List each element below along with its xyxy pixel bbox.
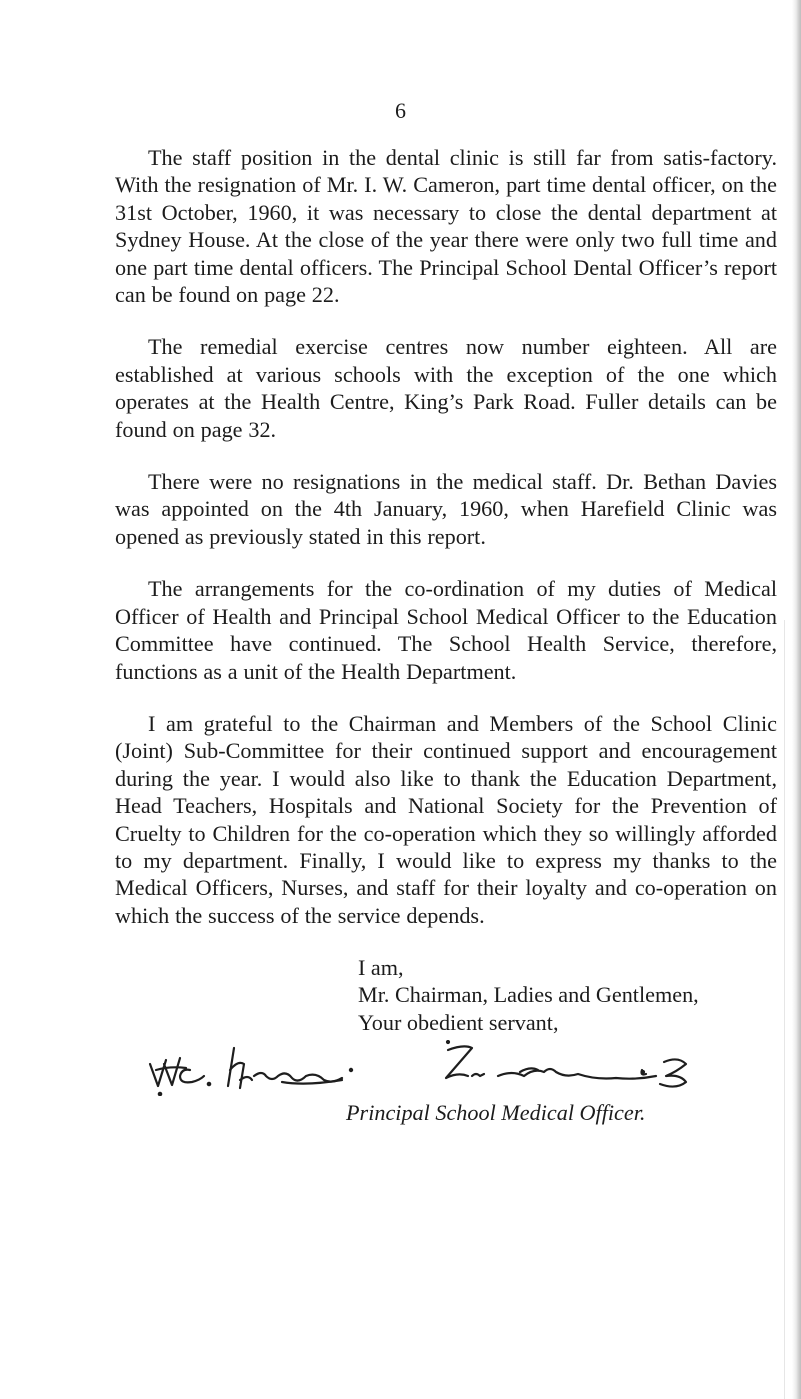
paragraph-coordination: The arrangements for the co-ordination of my duties of Medical Officer of Health and Principal School Medical Officer to the Education Committee have continued. The School Health Service, therefore, functions as a unit of the Health Department. <box>115 576 777 684</box>
paragraph-acknowledgements: I am grateful to the Chairman and Members of the School Clinic (Joint) Sub-Committee for their continued support and encouragement during the year. I would also like to thank the Education Department, Head Teachers, Hospitals and National Society for the Prevention of Cruelty to Children for the co-operation which they so willingly afforded to my department. Finally, I would like to express my thanks to the Medical Officers, Nurses, and staff for their loyalty and co-operation on which the success of the service depends. <box>115 710 777 928</box>
closing-line-salutation: Mr. Chairman, Ladies and Gentlemen, <box>358 982 699 1008</box>
paragraph-medical-staff: There were no resignations in the medical staff. Dr. Bethan Davies was appointed on the 4th January, 1960, when Harefield Clinic was opened as previously stated in this report. <box>115 469 777 549</box>
page-number: 6 <box>395 98 406 123</box>
page-edge-shadow <box>792 0 801 1399</box>
signatory-title: Principal School Medical Officer. <box>346 1100 646 1125</box>
handwritten-signature <box>146 1040 730 1096</box>
paragraph-remedial-exercise: The remedial exercise centres now number eighteen. All are established at various schools with the exception of the one which operates at the Health Centre, King’s Park Road. Fuller details can be found on page 32. <box>115 334 777 442</box>
closing-block <box>358 954 699 1036</box>
closing-line-obedient-servant: Your obedient servant, <box>358 1009 559 1035</box>
page-edge-line <box>784 620 785 1399</box>
paragraph-dental-clinic: The staff position in the dental clinic is still far from satis-factory. With the resignation of Mr. I. W. Cameron, part time dental officer, on the 31st October, 1960, it was necessary to close the dental department at Sydney House. At the close of the year there were only two full time and one part time dental officers. The Principal School Dental Officer’s report can be found on page 22. <box>115 145 777 308</box>
closing-line-i-am: I am, <box>358 955 404 980</box>
report-body <box>115 144 777 929</box>
